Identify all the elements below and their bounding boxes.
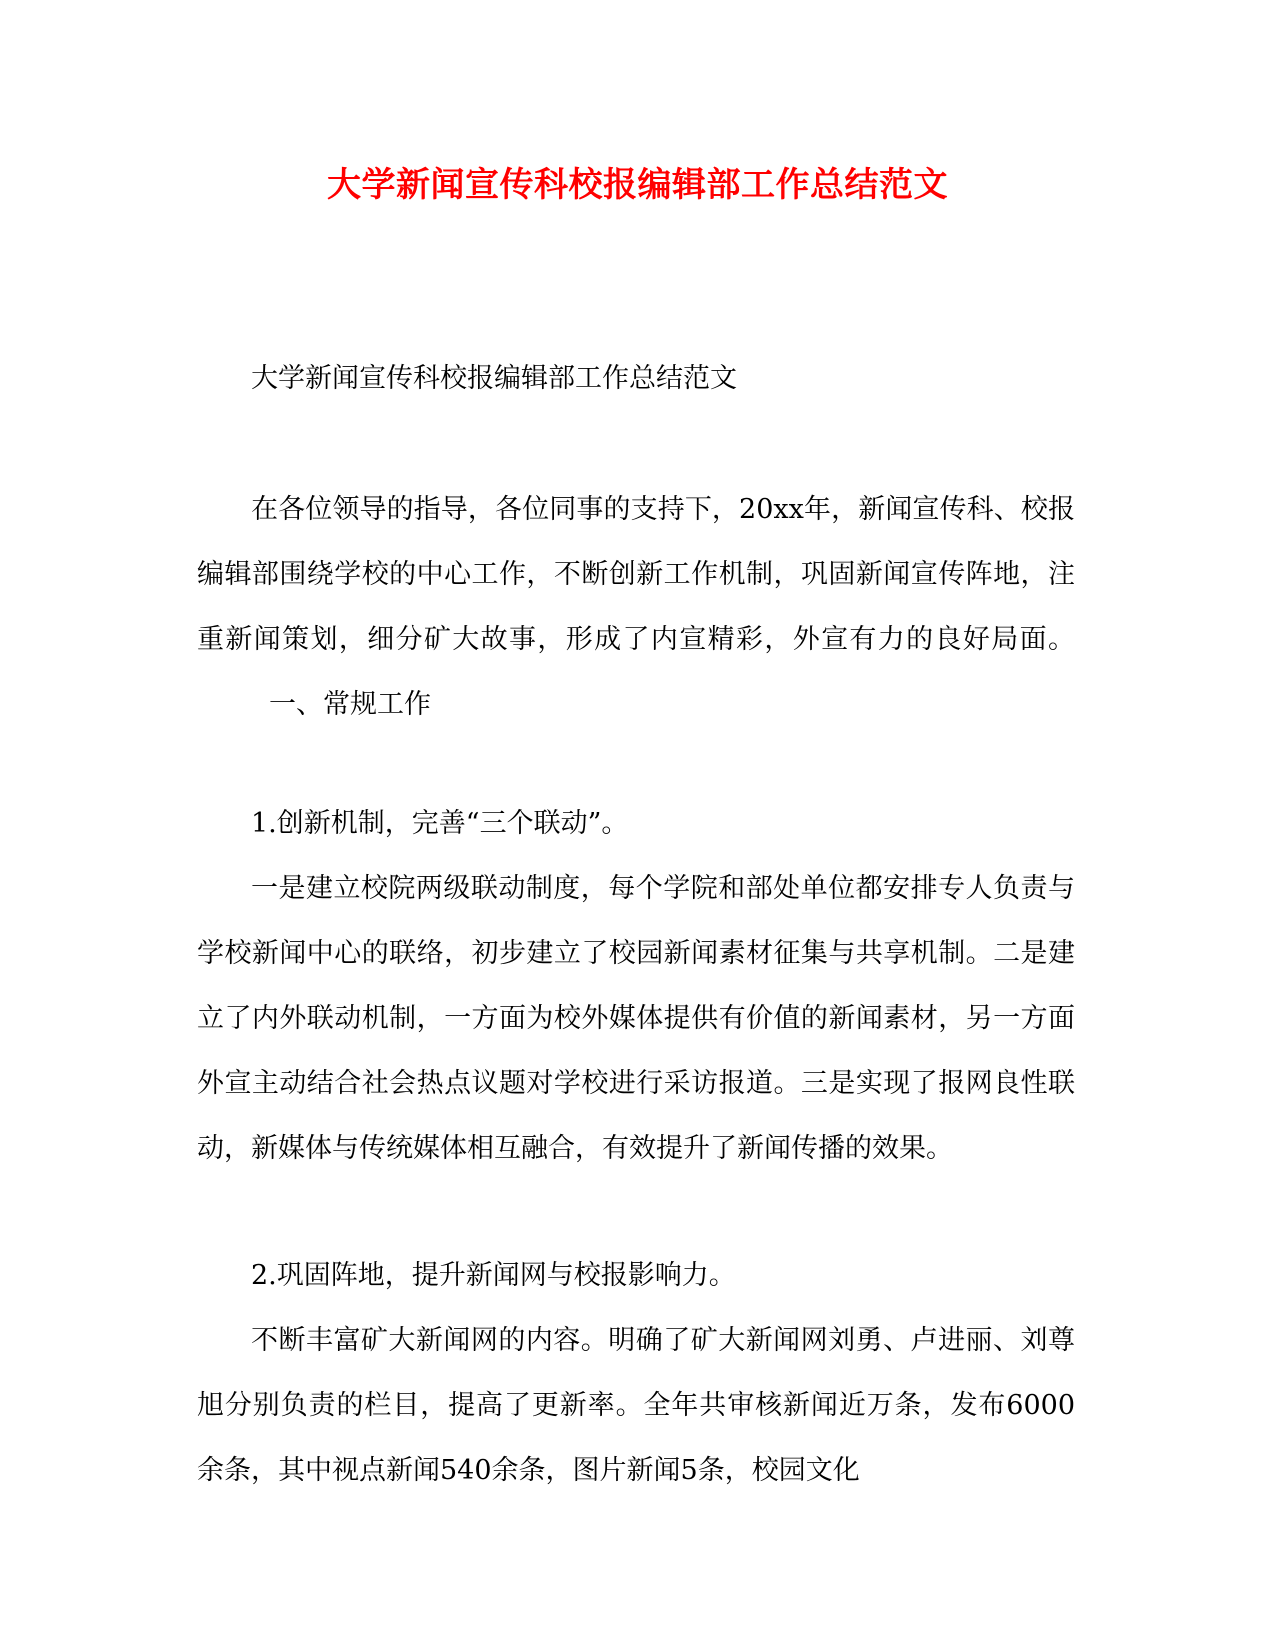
subtitle-block: [197, 346, 1075, 411]
section-heading: 一、常规工作: [269, 689, 431, 720]
intro-paragraph: [197, 477, 1075, 737]
intro-block: [197, 477, 1075, 737]
intro-text: 在各位领导的指导，各位同事的支持下，20xx年，新闻宣传科、校报编辑部围绕学校的中心工作，不断创新工作机制，巩固新闻宣传阵地，注重新闻策划，细分矿大故事，形成了内宣精彩，外宣有力的良好局面。: [197, 494, 1075, 655]
item1-body: 一是建立校院两级联动制度，每个学院和部处单位都安排专人负责与学校新闻中心的联络，初步建立了校园新闻素材征集与共享机制。二是建立了内外联动机制，一方面为校外媒体提供有价值的新闻素材，另一方面外宣主动结合社会热点议题对学校进行采访报道。三是实现了报网良性联动，新媒体与传统媒体相互融合，有效提升了新闻传播的效果。: [197, 873, 1075, 1164]
item1-heading-block: [197, 791, 1075, 856]
item2-heading-block: [197, 1243, 1075, 1308]
document-title: 大学新闻宣传科校报编辑部工作总结范文: [327, 165, 948, 205]
item2-body: 不断丰富矿大新闻网的内容。明确了矿大新闻网刘勇、卢进丽、刘尊旭分别负责的栏目，提高了更新率。全年共审核新闻近万条，发布6000余条，其中视点新闻540余条，图片新闻5条，校园文化: [197, 1325, 1075, 1486]
item1-body-block: [197, 856, 1075, 1181]
item2-heading: 2.巩固阵地，提升新闻网与校报影响力。: [251, 1260, 736, 1291]
item2-body-block: [197, 1308, 1075, 1503]
document-subtitle: 大学新闻宣传科校报编辑部工作总结范文: [251, 363, 737, 394]
item1-heading: 1.创新机制，完善“三个联动”。: [251, 808, 629, 839]
